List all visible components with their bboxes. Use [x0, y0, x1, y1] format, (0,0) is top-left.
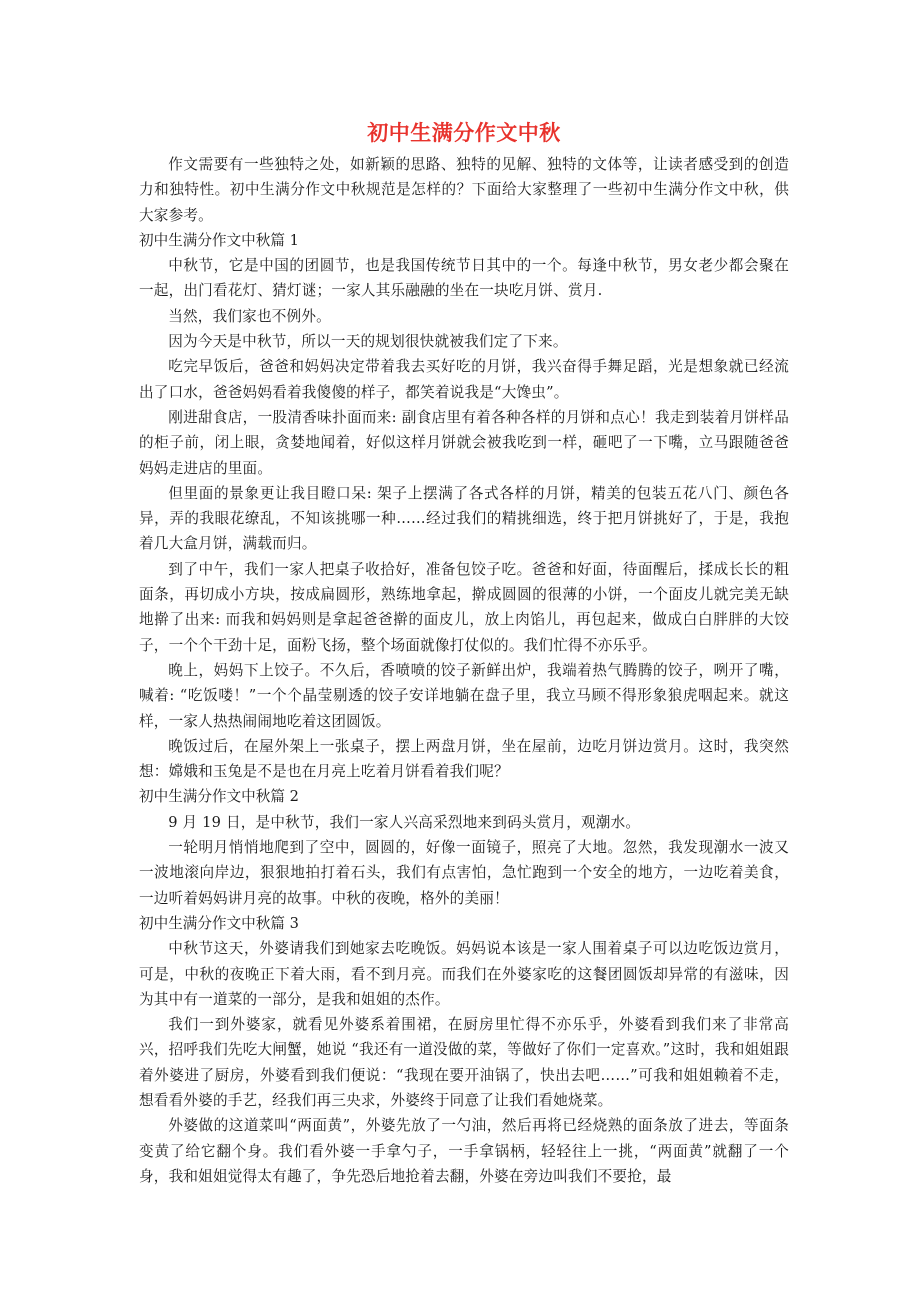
paragraph: 到了中午，我们一家人把桌子收拾好，准备包饺子吃。爸爸和好面，待面醒后，揉成长长的粗面条，再切成小方块，按成扁圆形，熟练地拿起，擀成圆圆的很薄的小饼，一个面皮儿就完美无缺地擀了出来: 而我和妈妈则是拿起爸爸擀的面皮儿，放上肉馅儿，再包起来，做成白白胖胖的大饺子，一个个干劲十足，面粉飞扬，整个场面就像打仗似的。我们忙得不亦乐乎。	[139, 560, 789, 654]
paragraph: 刚进甜食店，一股清香味扑面而来: 副食店里有着各种各样的月饼和点心！我走到装着月饼样品的柜子前，闭上眼，贪婪地闻着，好似这样月饼就会被我吃到一样，砸吧了一下嘴，立马跟随爸爸妈妈走进店的里面。	[139, 408, 789, 477]
paragraph: 但里面的景象更让我目瞪口呆: 架子上摆满了各式各样的月饼，精美的包装五花八门、颜色各异，弄的我眼花缭乱，不知该挑哪一种……经过我们的精挑细选，终于把月饼挑好了，于是，我抱着几大盒月饼，满载而归。	[139, 484, 789, 553]
document-body	[139, 152, 789, 1189]
document-page	[139, 118, 789, 1189]
paragraph: 9 月 19 日，是中秋节，我们一家人兴高采烈地来到码头赏月，观潮水。	[168, 813, 641, 831]
paragraph: 晚饭过后，在屋外架上一张桌子，摆上两盘月饼，坐在屋前，边吃月饼边赏月。这时，我突然想：嫦娥和玉兔是不是也在月亮上吃着月饼看着我们呢？	[139, 737, 789, 781]
paragraph: 因为今天是中秋节，所以一天的规划很快就被我们定了下来。	[168, 333, 568, 351]
paragraph: 中秋节，它是中国的团圆节，也是我国传统节日其中的一个。每逢中秋节，男女老少都会聚在一起，出门看花灯、猜灯谜；一家人其乐融融的坐在一块吃月饼、赏月.	[139, 257, 789, 300]
paragraph: 外婆做的这道菜叫“两面黄”，外婆先放了一勺油，然后再将已经烧熟的面条放了进去，等面条变黄了给它翻个身。我们看外婆一手拿勺子，一手拿锅柄，轻轻往上一挑，“两面黄”就翻了一个身，我和姐姐觉得太有趣了，争先恐后地抢着去翻，外婆在旁边叫我们不要抢，最	[139, 1117, 789, 1185]
section-heading: 初中生满分作文中秋篇 3	[139, 914, 299, 932]
paragraph: 吃完早饭后，爸爸和妈妈决定带着我去买好吃的月饼，我兴奋得手舞足蹈，光是想象就已经流出了口水，爸爸妈妈看着我傻傻的样子，都笑着说我是“大馋虫”。	[139, 358, 789, 401]
paragraph: 晚上，妈妈下上饺子。不久后，香喷喷的饺子新鲜出炉，我端着热气腾腾的饺子，咧开了嘴，喊着: “吃饭喽！”一个个晶莹剔透的饺子安详地躺在盘子里，我立马顾不得形象狼虎咽起来。就这样，一家人热热闹闹地吃着这团圆饭。	[139, 661, 789, 730]
paragraph: 中秋节这天，外婆请我们到她家去吃晚饭。妈妈说本该是一家人围着桌子可以边吃饭边赏月，可是，中秋的夜晚正下着大雨，看不到月亮。而我们在外婆家吃的这餐团圆饭却异常的有滋味，因为其中有一道菜的一部分，是我和姐姐的杰作。	[139, 940, 789, 1008]
document-title: 初中生满分作文中秋	[367, 120, 561, 145]
paragraph: 我们一到外婆家，就看见外婆系着围裙，在厨房里忙得不亦乐乎，外婆看到我们来了非常高兴，招呼我们先吃大闸蟹，她说 “我还有一道没做的菜，等做好了你们一定喜欢。”这时，我和姐姐跟着外婆进了厨房，外婆看到我们便说：“我现在要开油锅了，快出去吧……”可我和姐姐赖着不走，想看看外婆的手艺，经我们再三央求，外婆终于同意了让我们看她烧菜。	[139, 1016, 789, 1109]
paragraph: 当然，我们家也不例外。	[168, 307, 331, 325]
section-heading: 初中生满分作文中秋篇 1	[139, 231, 299, 249]
paragraph: 一轮明月悄悄地爬到了空中，圆圆的，好像一面镜子，照亮了大地。忽然，我发现潮水一波又一波地滚向岸边，狠狠地拍打着石头，我们有点害怕，急忙跑到一个安全的地方，一边吃着美食，一边听着妈妈讲月亮的故事。中秋的夜晚，格外的美丽！	[139, 839, 789, 907]
paragraph: 作文需要有一些独特之处，如新颖的思路、独特的见解、独特的文体等，让读者感受到的创造力和独特性。初中生满分作文中秋规范是怎样的？下面给大家整理了一些初中生满分作文中秋，供大家参考。	[139, 156, 789, 224]
section-heading: 初中生满分作文中秋篇 2	[139, 788, 299, 806]
